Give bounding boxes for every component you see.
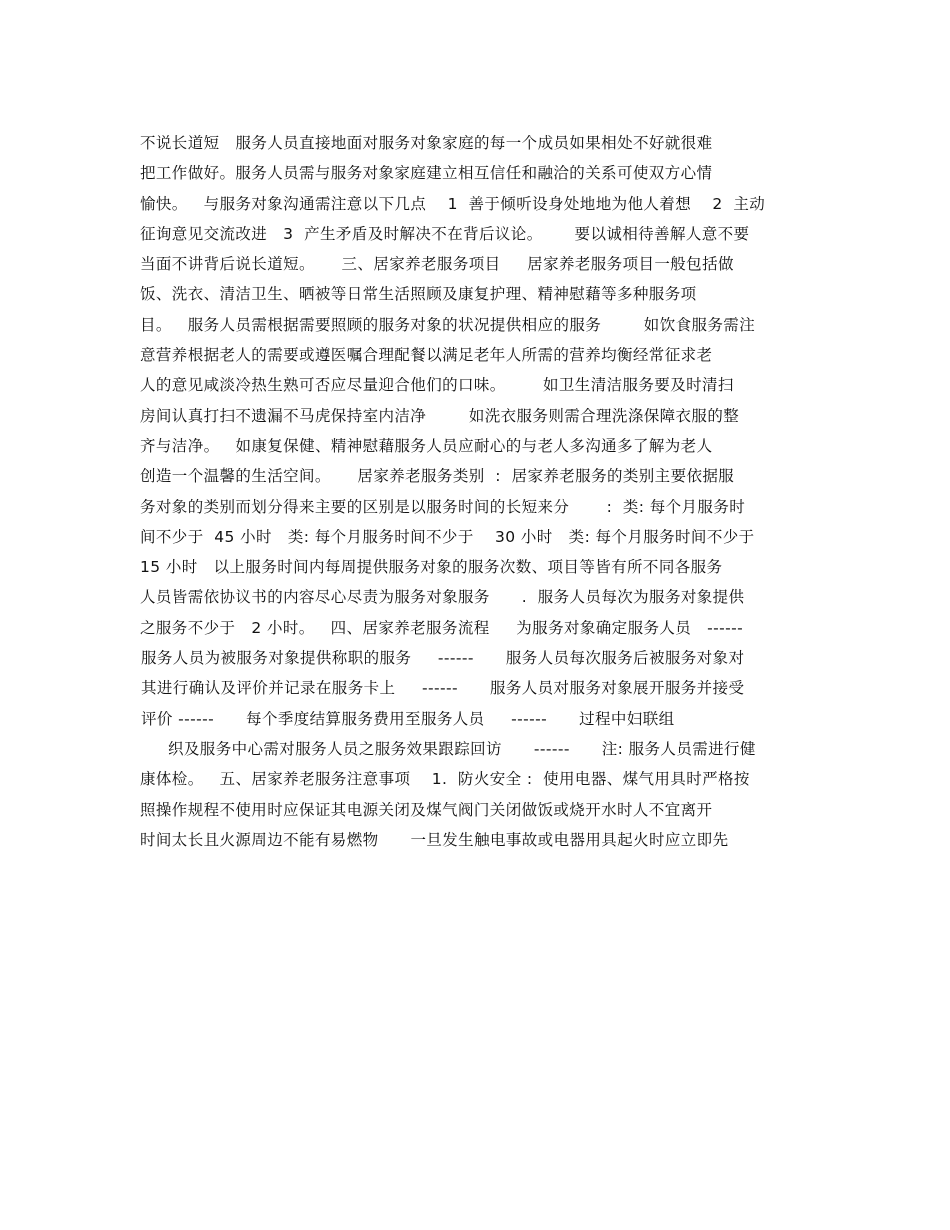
text-line: 照操作规程不使用时应保证其电源关闭及煤气阀门关闭做饭或烧开水时人不宜离开 <box>140 800 713 819</box>
text-line: 征询意见交流改进 3 产生矛盾及时解决不在背后议论。 要以诚相待善解人意不要 <box>140 224 750 243</box>
text-line: 织及服务中心需对服务人员之服务效果跟踪回访 ------ 注: 服务人员需进行健 <box>168 739 756 758</box>
text-line: 不说长道短 服务人员直接地面对服务对象家庭的每一个成员如果相处不好就很难 <box>140 134 713 152</box>
text-line: 务对象的类别而划分得来主要的区别是以服务时间的长短来分 : 类: 每个月服务时 <box>140 497 746 516</box>
text-line: 服务人员为被服务对象提供称职的服务 ------ 服务人员每次服务后被服务对象对 <box>141 649 745 668</box>
text-line: 当面不讲背后说长道短。 三、居家养老服务项目 居家养老服务项目一般包括做 <box>140 255 734 274</box>
text-line: 时间太长且火源周边不能有易燃物 一旦发生触电事故或电器用具起火时应立即先 <box>140 830 729 849</box>
text-line: 15 小时 以上服务时间内每周提供服务对象的服务次数、项目等皆有所不同各服务 <box>140 558 723 577</box>
text-line: 房间认真打扫不遗漏不马虎保持室内洁净 如洗衣服务则需合理洗涤保障衣服的整 <box>140 406 740 425</box>
text-line: 间不少于 45 小时 类: 每个月服务时间不少于 30 小时 类: 每个月服务时间不少于 <box>140 527 755 546</box>
text-line: 人的意见咸淡冷热生熟可否应尽量迎合他们的口味。 如卫生清洁服务要及时清扫 <box>140 376 734 395</box>
text-line: 之服务不少于 2 小时。 四、居家养老服务流程 为服务对象确定服务人员 ------ <box>140 618 744 637</box>
text-line: 人员皆需依协议书的内容尽心尽责为服务对象服务 . 服务人员每次为服务对象提供 <box>140 588 745 607</box>
text-line: 其进行确认及评价并记录在服务卡上 ------ 服务人员对服务对象展开服务并接受 <box>141 679 745 698</box>
text-line: 评价 ------ 每个季度结算服务费用至服务人员 ------ 过程中妇联组 <box>141 709 675 728</box>
text-line: 创造一个温馨的生活空间。 居家养老服务类别 : 居家养老服务的类别主要依据服 <box>140 467 735 486</box>
text-line: 把工作做好。服务人员需与服务对象家庭建立相互信任和融洽的关系可使双方心情 <box>140 164 713 183</box>
text-line: 饭、洗衣、清洁卫生、晒被等日常生活照顾及康复护理、精神慰藉等多种服务项 <box>140 285 697 304</box>
text-line: 齐与洁净。 如康复保健、精神慰藉服务人员应耐心的与老人多沟通多了解为老人 <box>140 436 713 455</box>
text-line: 康体检。 五、居家养老服务注意事项 1. 防火安全 : 使用电器、煤气用具时严格按 <box>140 770 750 789</box>
body-text <box>0 128 950 855</box>
text-line: 愉快。 与服务对象沟通需注意以下几点 1 善于倾听设身处地地为他人着想 2 主动 <box>140 194 766 213</box>
text-line: 意营养根据老人的需要或遵医嘱合理配餐以满足老年人所需的营养均衡经常征求老 <box>140 346 713 365</box>
text-line: 目。 服务人员需根据需要照顾的服务对象的状况提供相应的服务 如饮食服务需注 <box>140 315 756 334</box>
